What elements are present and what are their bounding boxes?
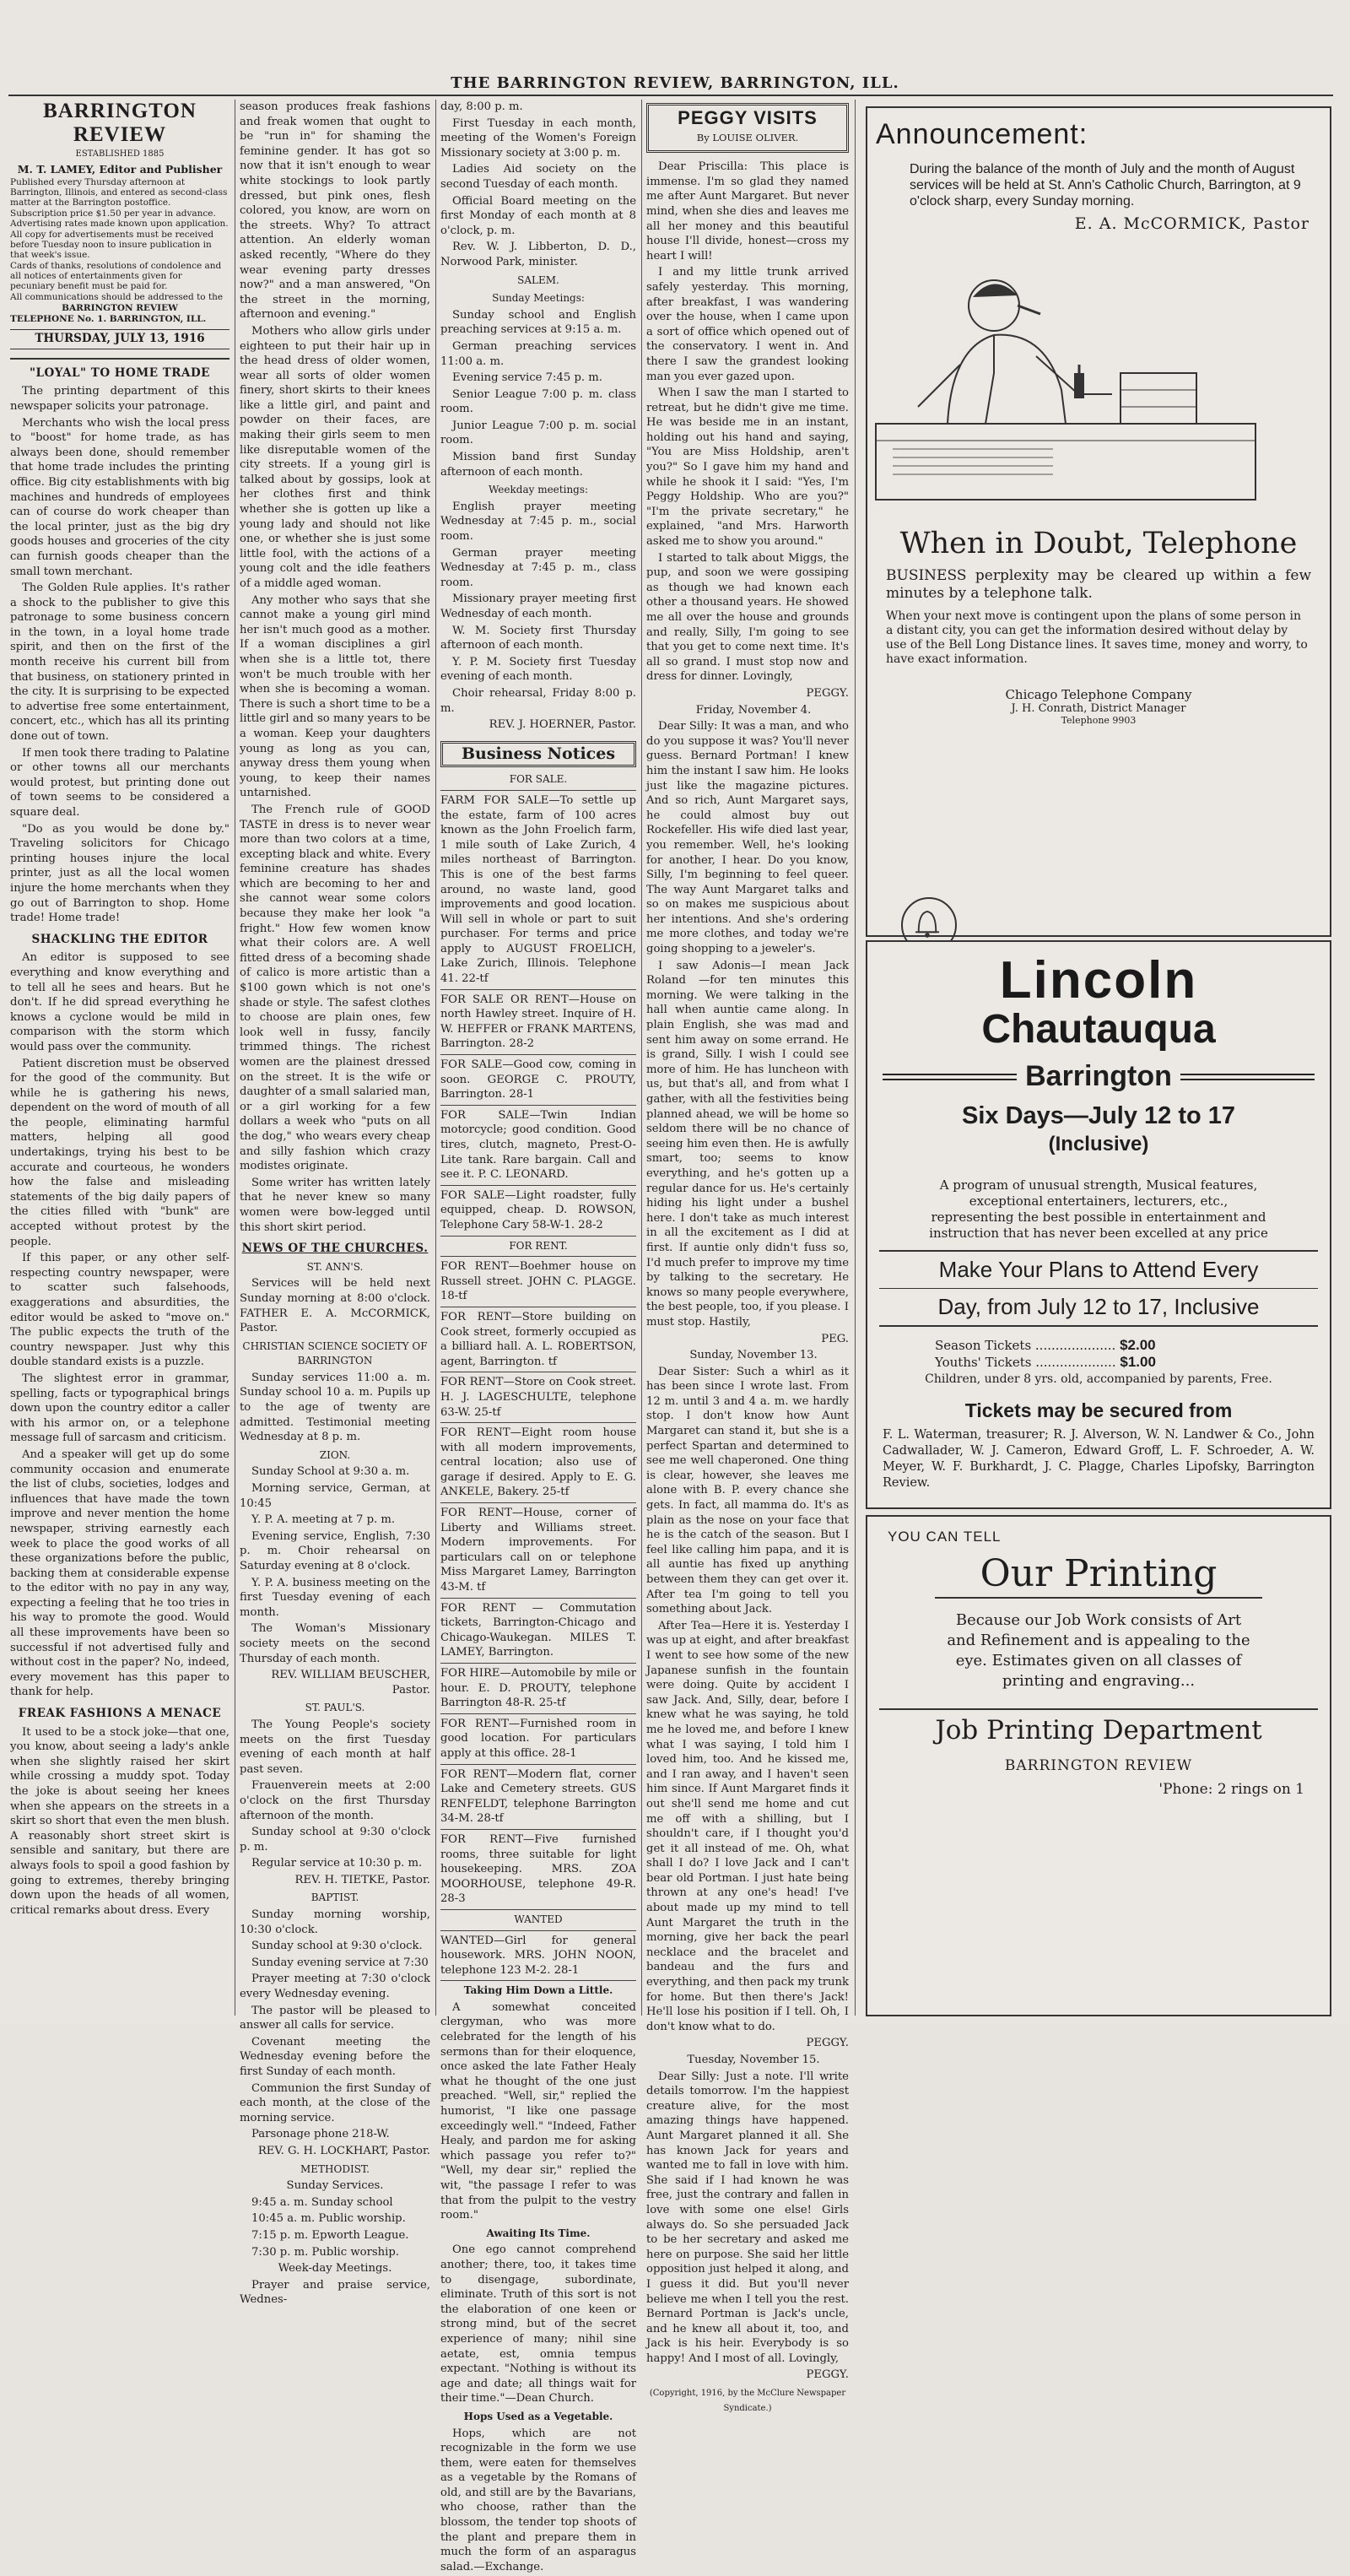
rule-line <box>1180 1074 1315 1080</box>
column-divider <box>435 100 436 2016</box>
rule-line <box>883 1074 1017 1080</box>
paragraph: It used to be a stock joke—that one, you know, about seeing a lady's ankle when she slightly raised her skirt while crossing a muddy spot. Today the joke is about seeing her knees when she appears on the streets in a skirt so short that even the men blush. A reasonably short street skirt is sensible and sanitary, but there are always fools to spoil a good fashion by going to extremes, thereby bringing down upon the heads of all women, critical remarks about dress. Every <box>10 1725 230 1917</box>
paragraph: Regular service at 10:30 p. m. <box>251 1857 423 1870</box>
paragraph: Covenant meeting the Wednesday evening before the first Sunday of each month. <box>240 2035 430 2078</box>
paragraph: Senior League 7:00 p. m. class room. <box>440 387 636 416</box>
paragraph: Hops, which are not recognizable in the form we use them, were eaten for themselves as a vegetable by the Romans of old, and still are by the Bavarians, who choose, rather than the blossom, the tender top shoots of the plant and prepare them in much the form of an asparagus salad.—Exchange. <box>440 2427 636 2573</box>
classified-ad: FOR SALE—Twin Indian motorcycle; good condition. Good tires, clutch, magneto, Prest-O-Lite tank. Rare bargain. Call and see it. P. C. LEONARD. <box>440 1105 636 1182</box>
masthead-established: ESTABLISHED 1885 <box>75 149 165 159</box>
printing-you-can-tell: YOU CAN TELL <box>888 1529 1002 1545</box>
story-signature: PEGGY. <box>806 686 849 700</box>
paragraph: Sunday Services. <box>286 2179 384 2193</box>
article-title: Awaiting Its Time. <box>486 2227 591 2239</box>
paragraph: If men took there trading to Palatine or other towns all our merchants would protest, but printing done out of town seems to be considered a square deal. <box>10 746 230 819</box>
masthead <box>10 100 230 360</box>
column-2 <box>240 100 430 2309</box>
chautauqua-program: A program of unusual strength, Musical features, exceptional entertainers, lecturers, etc., representing the best possible in entertainment and instruction that has never been excelled at any price <box>929 1177 1268 1241</box>
paragraph: If this paper, or any other self-respecting country newspaper, were to scatter such falsehoods, exaggerations and absurdities, the editor would be asked to "move on." The public expects the truth of the country newspaper. Just why this double standard exists is a puzzle. <box>10 1252 230 1369</box>
paragraph: "Do as you would be done by." Traveling solicitors for Chicago printing houses injure the local printer, just as all the local women injure the home merchants when they go out of Barrington to shop. Home trade! Home trade! <box>10 822 230 925</box>
job-printing-heading: Job Printing Department <box>879 1708 1318 1745</box>
telephone-body: When your next move is contingent upon the plans of some person in a distant city, you can get the information desired without delay by use of the Bell Long Distance lines. It saves time, money and worry, to have exact information. <box>886 609 1308 666</box>
season-ticket-label: Season Tickets .................... <box>935 1338 1116 1353</box>
section-title: NEWS OF THE CHURCHES. <box>241 1242 429 1256</box>
paragraph: Mission band first Sunday afternoon of each month. <box>440 451 636 479</box>
printing-ad <box>866 1515 1331 2016</box>
paragraph: The slightest error in grammar, spelling, facts or typographical brings down upon the country editor a caller with his armor on, or a telephone message full of sarcasm and criticism. <box>10 1372 230 1445</box>
classified-ad: FARM FOR SALE—To settle up the estate, farm of 100 acres known as the John Froelich farm, 1 mile south of Lake Zurich, 4 miles northeast of Barrington. This is one of the best farms around, no waste land, good improvements and good location. Will sell in whole or part to suit purchaser. For terms and price apply to AUGUST FROELICH, Lake Zurich, Illinois. Telephone 41. 22-tf <box>440 790 636 987</box>
paragraph: 10:45 a. m. Public worship. <box>251 2212 406 2226</box>
pastor-name: REV. J. HOERNER, Pastor. <box>489 718 636 732</box>
paragraph: Rev. W. J. Libberton, D. D., Norwood Park, minister. <box>440 241 636 268</box>
ticket-sellers: F. L. Waterman, treasurer; R. J. Alverson, W. N. Landwer & Co., John Cadwallader, W. J. Cameron, Edward Groff, L. F. Schroeder, A. W. Meyer, W. F. Burkhardt, J. C. Plagge, Charles Lipofsky, Barrington Review. <box>883 1428 1315 1490</box>
column-3 <box>440 100 636 2576</box>
chautauqua-days: Six Days—July 12 to 17 <box>962 1102 1235 1129</box>
telephone-lead-text: BUSINESS perplexity may be cleared up within a few minutes by a telephone talk. <box>886 567 1311 602</box>
business-notices-title: Business Notices <box>440 741 636 768</box>
paragraph: English prayer meeting Wednesday at 7:45 p. m., social room. <box>440 500 636 544</box>
paragraph: German preaching services 11:00 a. m. <box>440 339 636 368</box>
church-subheading: Sunday Meetings: <box>492 292 585 305</box>
classified-ad: FOR SALE—Light roadster, fully equipped, cheap. D. ROWSON, Telephone Cary 58-W-1. 28-2 <box>440 1185 636 1233</box>
church-name: BAPTIST. <box>310 1891 359 1904</box>
telephone-man-illustration <box>867 246 1264 517</box>
paragraph: 7:15 p. m. Epworth League. <box>251 2228 409 2242</box>
paragraph: And a speaker will get up do some community occasion and enumerate the list of clubs, societies, lodges and influences that have made the town improve and never mention the home newspaper, striving earnestly each week to place the good works of all these organizations before the public, backing them at considerable expense to the editor with no pay in any way, expecting a feeling that he too tries in his way to promote the good. Would all these improvements have been so successful if not advertised fully and without cost in the paper? No, indeed, every movement has this paper to thank for help. <box>10 1448 230 1699</box>
paragraph: Evening service, English, 7:30 p. m. Choir rehearsal on Saturday evening at 8 o'clock. <box>240 1529 430 1572</box>
chautauqua-title-2: Chautauqua <box>981 1007 1216 1052</box>
paragraph: Frauenverein meets at 2:00 o'clock on the first Thursday afternoon of the month. <box>240 1779 430 1822</box>
paragraph: Week-day Meetings. <box>278 2262 392 2276</box>
paragraph: Junior League 7:00 p. m. social room. <box>440 419 636 447</box>
paragraph: Communion the first Sunday of each month, at the close of the morning service. <box>240 2081 430 2124</box>
paragraph: Some writer has written lately that he never knew so many women were bow-legged until this short skirt period. <box>240 1176 430 1234</box>
paragraph: The printing department of this newspaper solicits your patronage. <box>10 385 230 413</box>
chautauqua-title-1: Lincoln <box>999 951 1198 1009</box>
paragraph: The French rule of GOOD TASTE in dress is to never wear more than two colors at a time, excepting black and white. Every feminine creature has shades which are becoming to her and she cannot wear some colors because they make her look "a fright." How few women know what their colors are. A well fitted dress of a becoming shade of calico is more artistic than a $100 gown which is not one's shade or style. The safest clothes to choose are plain ones, few look well in fussy, fancily trimmed things. The richest women are the plainest dressed on the street. It is the wife or daughter of a small salaried man, or a girl working for a few dollars a week who "puts on all the dog," who wears every cheap and silly fashion which crazy modistes originate. <box>240 803 430 1173</box>
paragraph: The Woman's Missionary society meets on the second Thursday of each month. <box>240 1622 430 1665</box>
church-name: SALEM. <box>517 273 559 286</box>
headline-rule <box>935 1597 1262 1599</box>
pastor-name: REV. G. H. LOCKHART, Pastor. <box>257 2144 430 2157</box>
paragraph: Patient discretion must be observed for the good of the community. But while he is gathering his news, dependent on the word of mouth of all the people, eliminating harmful matters, helping all good undertakings, trying his best to be accurate and courteous, he wonders how the false and misleading statements of the big daily papers of the cities filled with "bunk" are accepted without protest by the people. <box>10 1057 230 1248</box>
story-title: PEGGY VISITS <box>678 107 818 128</box>
masthead-title: BARRINGTON REVIEW <box>43 100 197 146</box>
story-signature: PEGGY. <box>806 2037 849 2050</box>
story-paragraph: Dear Silly: It was a man, and who do you suppose it was? You'll never guess. Bernard Portman! I knew him the instant I saw him. He looks just like the magazine pictures. And so rich, Aunt Margaret says, he could almost buy out Rockefeller. His wife died last year, you remember. Well, he's looking for another, I hear. Do you know, Silly, I'm beginning to feel queer. The way Aunt Margaret talks and so on makes me suspicious about her intentions. And she's ordering me more clothes, and today we're going shopping to a jeweler's. <box>646 720 849 956</box>
classified-ad: WANTED—Girl for general housework. MRS. JOHN NOON, telephone 123 M-2. 28-1 <box>440 1930 636 1978</box>
announcement-body: During the balance of the month of July and the month of August services will be held at St. Ann's Catholic Church, Barrington, at 9 o'clock sharp, every Sunday morning. <box>910 162 1301 208</box>
season-ticket-price: $2.00 <box>1120 1337 1156 1353</box>
story-paragraph: Dear Priscilla: This place is immense. I'm so glad they named me after Aunt Margaret. But never mind, when she dies and leaves me all her money and this beautiful house I'll divide, honest—cross my heart I will! <box>646 160 849 262</box>
story-paragraph: Dear Sister: Such a whirl as it has been since I wrote last. From 12 m. until 3 and 4 a. m. we hardly stop. I don't know how Aunt Margaret can stand it, but she is a perfect Spartan and determined to see me well chaperoned. One thing is clear, however, she leaves me alone with B. P. every chance she gets. In fact, all mamma do. It's as plain as the nose on your face that he is the catch of the season. But I feel like calling him papa, and it is all auntie has fixed up anything between them they can get over it. After tea I'm going to tell you something about Jack. <box>646 1365 849 1616</box>
classified-ad: FOR RENT—Boehmer house on Russell street. JOHN C. PLAGGE. 18-tf <box>440 1256 636 1304</box>
classified-ad: FOR RENT—House, corner of Liberty and Williams street. Modern improvements. For particulars call on or telephone Miss Margaret Lamey, Barrington 43-M. tf <box>440 1502 636 1595</box>
classified-heading: FOR RENT. <box>440 1236 636 1254</box>
column-divider <box>641 100 642 2016</box>
story-paragraph: I and my little trunk arrived safely yesterday. This morning, after breakfast, I was wandering over the house, when I came upon a sort of office which opened out of the conservatory. I went in. And there I saw the grandest looking man you ever gazed upon. <box>646 266 849 383</box>
story-signature: PEGGY. <box>806 2368 849 2382</box>
church-name: ST. ANN'S. <box>306 1260 364 1273</box>
chautauqua-ad <box>866 940 1331 1509</box>
column-1 <box>10 100 230 1919</box>
ticket-prices <box>935 1337 1330 1371</box>
story-dateline: Sunday, November 13. <box>689 1349 818 1362</box>
announcement-signature: E. A. McCORMICK, Pastor <box>1074 214 1310 233</box>
classified-ad: FOR RENT—Modern flat, corner Lake and Cemetery streets. GUS RENFELDT, telephone Barrington 34-M. 28-tf <box>440 1764 636 1826</box>
paragraph: Mothers who allow girls under eighteen to put their hair up in the head dress of older women, wear all sorts of older women finery, short skirts to their knees like a little girl, and paint and powder on their faces, are making their girls seem to men like disreputable women of the city streets. If a young girl is talked about by gossips, look at her clothes first and think whether she is gotten up like a young lady and should not like one, or whether she is just some little fool, with the actions of a young colt and the idle feathers of a middle aged woman. <box>240 324 430 590</box>
chautauqua-town-bar <box>883 1060 1315 1093</box>
paragraph: Any mother who says that she cannot make a young girl mind her isn't much good as a mother. If a woman disciplines a girl when she is a little tot, there won't be much trouble with her when she is becoming a woman. There is such a short time to be a little girl and so many years to be a woman. Keep your daughters young as long as you can, anyway dress them young when young, to keep their names untarnished. <box>240 593 430 800</box>
issue-date: THURSDAY, JULY 13, 1916 <box>10 329 230 349</box>
announcement-title: Announcement: <box>876 118 1088 150</box>
paragraph: Y. P. A. business meeting on the first Tuesday evening of each month. <box>240 1576 430 1619</box>
paragraph: Sunday school and English preaching services at 9:15 a. m. <box>440 308 636 337</box>
paragraph: The pastor will be pleased to answer all calls for service. <box>240 2004 430 2032</box>
paragraph: Sunday school at 9:30 o'clock p. m. <box>240 1826 430 1854</box>
story-dateline: Friday, November 4. <box>695 703 812 717</box>
paragraph: The Young People's society meets on the first Tuesday evening of each month at half past seven. <box>240 1718 430 1776</box>
pastor-name: REV. H. TIETKE, Pastor. <box>294 1873 430 1886</box>
paragraph: 9:45 a. m. Sunday school <box>251 2195 393 2209</box>
classified-ad: FOR RENT—Eight room house with all modern improvements, central location; also use of garage if desired. Apply to E. G. ANKELE, Bakery. 25-tf <box>440 1422 636 1500</box>
paragraph: The Golden Rule applies. It's rather a shock to the publisher to give this patronage to some business concern in the town, in a loyal home trade spirit, and then on the first of the month receive his current bill from that business, on stationery printed in the city. It is surprising to be expected to advertise free some entertainment, concert, etc., which has all its printing done out of town. <box>10 582 230 744</box>
article-title: Hops Used as a Vegetable. <box>463 2410 613 2422</box>
telephone-company <box>867 687 1330 726</box>
classified-heading: WANTED <box>440 1909 636 1928</box>
classified-heading: FOR SALE. <box>509 773 568 786</box>
masthead-address-name: BARRINGTON REVIEW <box>62 303 178 314</box>
paragraph: Choir rehearsal, Friday 8:00 p. m. <box>440 686 636 715</box>
chautauqua-town: Barrington <box>1025 1060 1172 1092</box>
paragraph: Parsonage phone 218-W. <box>251 2128 390 2141</box>
telephone-lead <box>886 567 1311 603</box>
paragraph: Sunday morning worship, 10:30 o'clock. <box>240 1908 430 1936</box>
printing-publisher: BARRINGTON REVIEW <box>1004 1757 1193 1774</box>
copyright-note: (Copyright, 1916, by the McClure Newspaper Syndicate.) <box>649 2389 846 2413</box>
classified-ad: FOR SALE—Good cow, coming in soon. GEORGE C. PROUTY, Barrington. 28-1 <box>440 1054 636 1102</box>
telephone-headline: When in Doubt, Telephone <box>899 527 1298 560</box>
paragraph: day, 8:00 p. m. <box>440 100 523 113</box>
paragraph: Ladies Aid society on the second Tuesday of each month. <box>440 163 636 191</box>
classified-ad: FOR RENT—Furnished room in good location. For particulars apply at this office. 28-1 <box>440 1713 636 1762</box>
youth-ticket-label: Youths' Tickets .................... <box>935 1355 1116 1370</box>
church-subheading: Weekday meetings: <box>488 484 589 496</box>
paragraph: German prayer meeting Wednesday at 7:45 p. m., class room. <box>440 546 636 589</box>
paragraph: Sunday services 11:00 a. m. Sunday school 10 a. m. Pupils up to the age of twenty are admitted. Testimonial meeting Wednesday at 8 p. m. <box>240 1371 430 1444</box>
classified-ad: FOR HIRE—Automobile by mile or hour. E. D. PROUTY, telephone Barrington 48-R. 25-tf <box>440 1663 636 1711</box>
masthead-cards-note: Cards of thanks, resolutions of condolence and all notices of entertainments given for pecuniary benefit must be paid for. <box>10 261 222 292</box>
story-signature: PEG. <box>821 1332 849 1345</box>
article-title: SHACKLING THE EDITOR <box>31 932 208 946</box>
story-paragraph: I saw Adonis—I mean Jack Roland —for ten minutes this morning. We were talking in the hall when auntie came along. In plain English, she was mad and sent him away on some errand. He is grand, Silly. I wish I could see more of him. He has luncheon with us, but that's all, and from what I gather, with all the festivities being planned ahead, we will be home so seldom there will be no chance of seeing him even then. He is awfully smart, too; seems to know everything, and he's gotten up a regular dance for us. He's certainly hiding his light under a bushel here. I don't take as much interest in all the excitement as I did at first. If auntie only didn't fuss so, I'd much prefer to improve my time by talking to the secretary. He knows so many people everywhere, the best people, too, if you please. I must stop. Hastily, <box>646 959 849 1329</box>
paragraph: Sunday school at 9:30 o'clock. <box>251 1940 423 1953</box>
printing-body: Because our Job Work consists of Art and Refinement and is appealing to the eye. Estimates given on all classes of printing and engraving... <box>947 1611 1250 1690</box>
paragraph: Evening service 7:45 p. m. <box>452 371 602 385</box>
chautauqua-day-line: Day, from July 12 to 17, Inclusive <box>879 1289 1318 1327</box>
paragraph: Morning service, German, at 10:45 <box>240 1482 430 1510</box>
paragraph: season produces freak fashions and freak women that ought to be "run in" for shaming the feminine gender. It has got so now that it isn't enough to wear white stockings to look partly dressed, but pink ones, flesh colored, you know, are worn on the streets. Why? To attract attention. An elderly woman asked recently, "Where do they wear evening party dresses now?" and a man answered, "On the street in the morning, afternoon and evening." <box>240 100 430 322</box>
paragraph: Sunday School at 9:30 a. m. <box>251 1465 410 1479</box>
header-rule <box>8 95 1333 96</box>
masthead-publication-note: Published every Thursday afternoon at Barrington, Illinois, and entered as second-class matter at the Barrington postoffice. <box>10 177 228 208</box>
column-4 <box>646 100 849 2416</box>
story-dateline: Tuesday, November 15. <box>687 2054 820 2066</box>
classified-ad: FOR RENT—Five furnished rooms, three suitable for light housekeeping. MRS. ZOA MOORHOUSE, telephone 49-R. 28-3 <box>440 1829 636 1907</box>
company-phone: Telephone 9903 <box>1061 715 1137 726</box>
column-divider <box>855 100 856 2016</box>
paragraph: A somewhat conceited clergyman, who was more celebrated for the length of his sermons than for their eloquence, once asked the late Father Healy what he thought of the one just preached. "Well, sir," replied the humorist, "I like one passage exceedingly well." "Indeed, Father Healy, and pardon me for asking which passage you refer to?" "Well, my dear sir," replied the wit, "the passage I refer to was that from the pulpit to the vestry room." <box>440 2000 636 2222</box>
church-name: CHRISTIAN SCIENCE SOCIETY OF BARRINGTON <box>242 1339 428 1367</box>
paragraph: Y. P. A. meeting at 7 p. m. <box>251 1513 396 1527</box>
company-manager: J. H. Conrath, District Manager <box>1011 702 1186 715</box>
paragraph: W. M. Society first Thursday afternoon of each month. <box>440 624 636 652</box>
masthead-copy-note: All copy for advertisements must be received before Tuesday noon to insure publication in that week's issue. <box>10 230 214 261</box>
classified-ad: FOR RENT—Store on Cook street. H. J. LAGESCHULTE, telephone 63-W. 25-tf <box>440 1372 636 1420</box>
paragraph: One ego cannot comprehend another; there, too, it takes time to disengage, subordinate, eliminate. Truth of this sort is not the elaboration of one keen or strong mind, but of the secret experience of many; nihil sine aetate, est, omnia tempus expectant. "Nothing is without its age and date; all things wait for their time."—Dean Church. <box>440 2243 636 2406</box>
story-title-box <box>646 103 849 153</box>
chautauqua-plan-line: Make Your Plans to Attend Every <box>879 1250 1318 1289</box>
church-name: ZION. <box>319 1448 351 1461</box>
article-title: Taking Him Down a Little. <box>440 1980 636 1999</box>
paragraph: First Tuesday in each month, meeting of the Women's Foreign Missionary society at 3:00 p. m. <box>440 116 636 160</box>
paragraph: Y. P. M. Society first Tuesday evening of each month. <box>440 655 636 684</box>
paragraph: Missionary prayer meeting first Wednesday of each month. <box>440 593 636 620</box>
paragraph: Prayer meeting at 7:30 o'clock every Wednesday evening. <box>240 1973 430 2001</box>
youth-ticket-price: $1.00 <box>1120 1354 1156 1370</box>
printing-phone: 'Phone: 2 rings on 1 <box>1158 1781 1304 1798</box>
masthead-editor: M. T. LAMEY, Editor and Publisher <box>17 162 223 176</box>
story-paragraph: I started to talk about Miggs, the pup, and soon we were gossiping as though we had known each other a thousand years. He showed me all over the house and grounds and really, Silly, I'm going to see that you get to come next time. It's all so grand. I must stop now and dress for dinner. Lovingly, <box>646 551 849 684</box>
church-name: ST. PAUL'S. <box>305 1702 365 1714</box>
story-paragraph: Dear Silly: Just a note. I'll write details tomorrow. I'm the happiest creature alive, for the most amazing things have happened. Aunt Margaret planned it all. She has known Jack for years and wanted me to fall in love with him. She said if I had known he was free, just the contrary and fallen in love with some one else! Girls always do. So she persuaded Jack to be her secretary and asked me here on purpose. She said her little opposition just helped it along, and I guess it did. But you'll never believe me when I tell you the rest. Bernard Portman is Jack's uncle, and he knew all about it, too, and Jack is his heir. Everybody is so happy! And I most of all. Lovingly, <box>646 2070 849 2365</box>
story-paragraph: After Tea—Here it is. Yesterday I was up at eight, and after breakfast I went to see how some of the new Japanese sunfish in the fountain were doing. Quite by accident I saw Jack. And, Silly, dear, before I knew what he was saying, he told me he loved me, and before I knew what I was saying, I told him I loved him, too. And he kissed me, and I ran away, and I haven't seen him since. If Aunt Margaret finds it out she'll send me home and cut me off with a shilling, but I shouldn't care, if I thought you'd get it all instead of me. Oh, what shall I do? I love Jack and I can't bear old Portman. I just hate being thrown at any one's head! I've about made up my mind to tell Aunt Margaret the truth in the morning, give her back the pearl necklace and the bracelet and bandeau and the furs and everything, and then pack my trunk for home. But then there's Jack! He'll lose his position if I tell. Oh, I don't know what to do. <box>646 1619 850 2033</box>
story-paragraph: When I saw the man I started to retreat, but he didn't give me time. He was beside me in an instant, holding out his hand and saying, "You are Miss Holdship, aren't you?" So I gave him my hand and while he shook it I said: "Yes, I'm Peggy Holdship. Who are you?" "I'm the private secretary," he explained, "and Mrs. Harworth asked me to show you around." <box>646 387 849 549</box>
children-note: Children, under 8 yrs. old, accompanied by parents, Free. <box>925 1372 1272 1386</box>
masthead-telephone: TELEPHONE No. 1. BARRINGTON, ILL. <box>10 314 207 325</box>
paragraph: Services will be held next Sunday morning at 8:00 o'clock. FATHER E. A. McCORMICK, Pastor. <box>240 1277 430 1335</box>
masthead-address-note: All communications should be addressed to the <box>10 292 224 303</box>
paragraph: 7:30 p. m. Public worship. <box>251 2245 399 2259</box>
page-header: THE BARRINGTON REVIEW, BARRINGTON, ILL. <box>451 74 899 92</box>
paragraph: Prayer and praise service, Wednes- <box>240 2278 430 2307</box>
classified-ad: FOR RENT — Commutation tickets, Barrington-Chicago and Chicago-Waukegan. MILES T. LAMEY, Barrington. <box>440 1598 636 1660</box>
announcement-telephone-ad <box>866 106 1331 937</box>
chautauqua-inclusive: (Inclusive) <box>1048 1133 1149 1155</box>
paragraph: Sunday evening service at 7:30 <box>251 1956 429 1969</box>
printing-headline: Our Printing <box>980 1552 1218 1595</box>
pastor-name: REV. WILLIAM BEUSCHER, Pastor. <box>271 1669 430 1697</box>
classified-ad: FOR SALE OR RENT—House on north Hawley street. Inquire of H. W. HEFFER or FRANK MARTENS, Barrington. 28-2 <box>440 989 636 1052</box>
classified-ad: FOR RENT—Store building on Cook street, formerly occupied as a billiard hall. A. L. ROBERTSON, agent, Barrington. tf <box>440 1307 636 1369</box>
paragraph: An editor is supposed to see everything and know everything and to tell all he sees and hears. But he don't. If he did spread everything he knows a cyclone would be mild in comparison with the storm which would pass over the community. <box>10 951 230 1053</box>
masthead-subscription-note: Subscription price $1.50 per year in advance. Advertising rates made known upon application. <box>10 208 229 230</box>
paragraph: Official Board meeting on the first Monday of each month at 8 o'clock, p. m. <box>440 194 636 237</box>
paragraph: Merchants who wish the local press to "boost" for home trade, as has always been done, should remember that home trade includes the printing office. Big city establishments with big machines and hundreds of employees can of course do work cheaper than the local printer, just as the big dry goods houses and groceries of the city can furnish goods cheaper than the small town merchant. <box>10 416 230 578</box>
church-name: METHODIST. <box>300 2162 370 2175</box>
article-title: "LOYAL" TO HOME TRADE <box>30 365 210 380</box>
article-title: FREAK FASHIONS A MENACE <box>18 1707 222 1721</box>
story-byline: By LOUISE OLIVER. <box>696 131 799 143</box>
tickets-secured-heading: Tickets may be secured from <box>964 1399 1233 1421</box>
company-name: Chicago Telephone Company <box>1005 687 1192 702</box>
